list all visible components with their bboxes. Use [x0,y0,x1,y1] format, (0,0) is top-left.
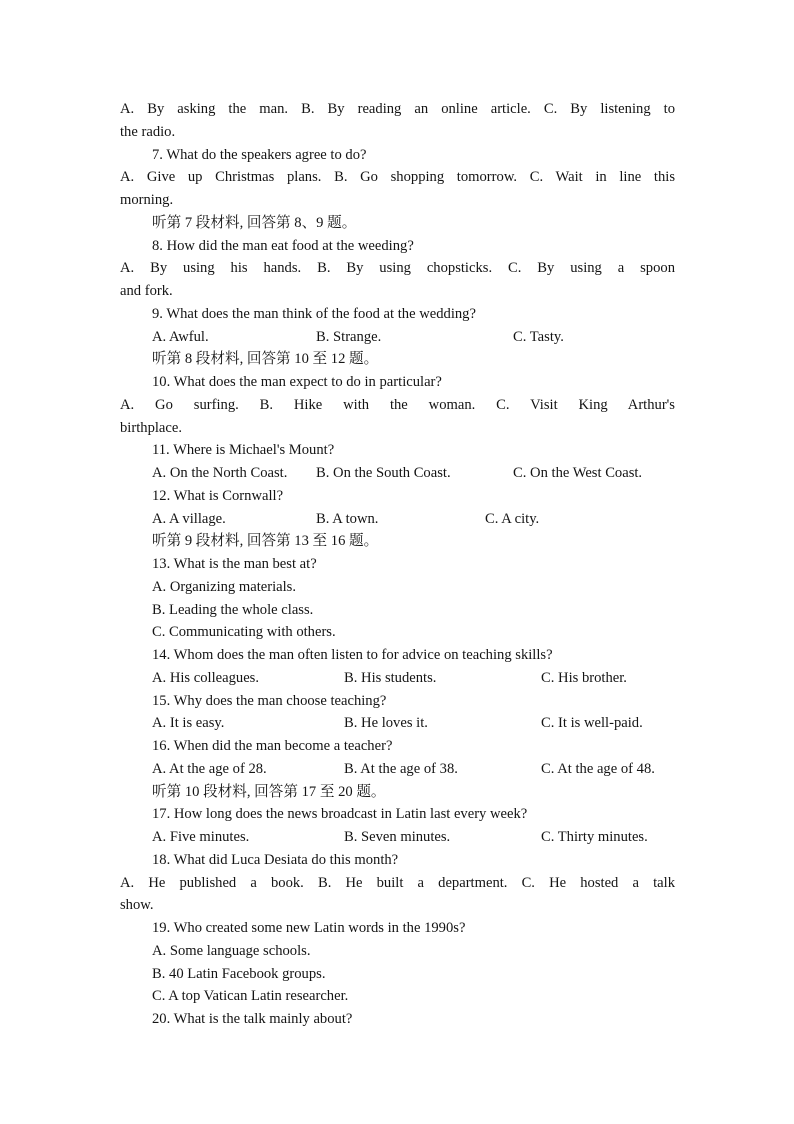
option-row-justified: A. By asking the man. B. By reading an online article. C. By listening to [120,101,675,117]
text-line: 12. What is Cornwall? [152,488,284,504]
answer-option: B. He loves it. [344,715,428,731]
text-line: 17. How long does the news broadcast in Latin last every week? [152,806,528,822]
text-line: B. Leading the whole class. [152,602,314,618]
answer-option: A. A village. [152,511,226,527]
answer-option: B. Seven minutes. [344,829,451,845]
answer-option: C. A city. [485,511,540,527]
answer-option: A. It is easy. [152,715,225,731]
answer-option: A. Awful. [152,329,209,345]
text-line: A. Some language schools. [152,943,311,959]
option-row-continuation: show. [120,897,154,913]
option-row-continuation: and fork. [120,283,173,299]
answer-option: B. At the age of 38. [344,761,458,777]
text-line: 10. What does the man expect to do in particular? [152,374,442,390]
text-line: B. 40 Latin Facebook groups. [152,966,326,982]
answer-option: C. Thirty minutes. [541,829,648,845]
text-line: 14. Whom does the man often listen to for advice on teaching skills? [152,647,553,663]
answer-option: C. It is well-paid. [541,715,643,731]
answer-option: A. On the North Coast. [152,465,288,481]
text-line: 15. Why does the man choose teaching? [152,693,387,709]
text-line: 听第 7 段材料, 回答第 8、9 题。 [152,215,357,231]
answer-option: C. His brother. [541,670,627,686]
answer-option: B. His students. [344,670,437,686]
text-line: C. A top Vatican Latin researcher. [152,988,349,1004]
option-row-justified: A. He published a book. B. He built a department. C. He hosted a talk [120,875,675,891]
text-line: 9. What does the man think of the food at the wedding? [152,306,476,322]
option-row-continuation: birthplace. [120,420,182,436]
text-line: 11. Where is Michael's Mount? [152,442,335,458]
option-row-continuation: morning. [120,192,174,208]
text-line: 听第 9 段材料, 回答第 13 至 16 题。 [152,533,379,549]
answer-option: A. Five minutes. [152,829,250,845]
text-line: 13. What is the man best at? [152,556,317,572]
answer-option: C. On the West Coast. [513,465,643,481]
answer-option: B. A town. [316,511,379,527]
answer-option: A. At the age of 28. [152,761,267,777]
text-line: 7. What do the speakers agree to do? [152,147,367,163]
answer-option: B. Strange. [316,329,382,345]
answer-option: C. At the age of 48. [541,761,655,777]
text-line: 8. How did the man eat food at the weeding? [152,238,414,254]
text-line: C. Communicating with others. [152,624,336,640]
text-line: 19. Who created some new Latin words in the 1990s? [152,920,466,936]
option-row-justified: A. Give up Christmas plans. B. Go shopping tomorrow. C. Wait in line this [120,169,675,185]
option-row-continuation: the radio. [120,124,176,140]
option-row-justified: A. By using his hands. B. By using chopsticks. C. By using a spoon [120,260,675,276]
answer-option: B. On the South Coast. [316,465,451,481]
text-line: 16. When did the man become a teacher? [152,738,393,754]
answer-option: C. Tasty. [513,329,564,345]
text-line: 听第 8 段材料, 回答第 10 至 12 题。 [152,351,379,367]
text-line: 20. What is the talk mainly about? [152,1011,353,1027]
option-row-justified: A. Go surfing. B. Hike with the woman. C. Visit King Arthur's [120,397,675,413]
text-line: 听第 10 段材料, 回答第 17 至 20 题。 [152,784,386,800]
text-line: A. Organizing materials. [152,579,297,595]
text-line: 18. What did Luca Desiata do this month? [152,852,399,868]
answer-option: A. His colleagues. [152,670,259,686]
